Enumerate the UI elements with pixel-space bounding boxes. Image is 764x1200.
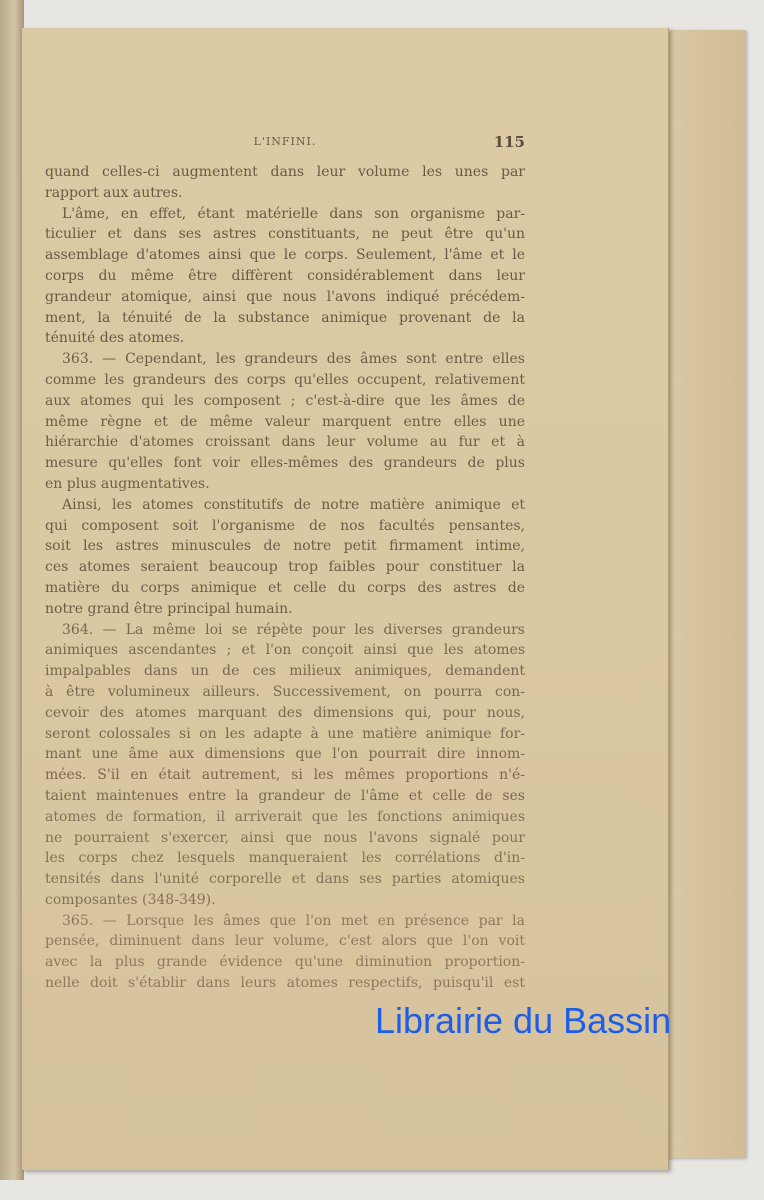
text-line: même règne et de même valeur marquent entre elles une [45, 413, 525, 430]
text-line: matière du corps animique et celle du corps des astres de [45, 579, 525, 596]
text-line: composantes (348-349). [45, 891, 216, 908]
text-line: Ainsi, les atomes constitutifs de notre matière animique et [62, 496, 525, 513]
text-line: rapport aux autres. [45, 184, 183, 201]
text-line: pensée, diminuent dans leur volume, c'est alors que l'on voit [45, 933, 525, 950]
text-line: hiérarchie d'atomes croissant dans leur volume au fur et à [45, 434, 525, 451]
text-line: les corps chez lesquels manqueraient les corrélations d'in- [45, 850, 525, 867]
text-line: corps du même être diffèrent considérablement dans leur [45, 267, 525, 284]
text-line: nelle doit s'établir dans leurs atomes respectifs, puisqu'il est [45, 975, 525, 992]
text-line: ment, la ténuité de la substance animique provenant de la [45, 309, 525, 326]
text-line: cevoir des atomes marquant des dimensions qui, pour nous, [45, 704, 525, 721]
running-title: L'INFINI. [253, 135, 317, 148]
body-text [45, 162, 525, 994]
text-line: avec la plus grande évidence qu'une diminution proportion- [45, 954, 525, 971]
text-line: tensités dans l'unité corporelle et dans ses parties atomiques [45, 871, 525, 888]
text-line: à être volumineux ailleurs. Successivement, on pourra con- [45, 683, 525, 700]
text-line: L'âme, en effet, étant matérielle dans son organisme par- [62, 205, 525, 222]
text-line: soit les astres minuscules de notre petit firmament intime, [45, 538, 525, 555]
text-line: impalpables dans un de ces milieux animiques, demandent [45, 663, 525, 680]
text-line: ticulier et dans ses astres constituants, ne peut être qu'un [45, 226, 525, 243]
adjacent-page-edge [0, 0, 24, 1180]
text-line: grandeur atomique, ainsi que nous l'avons indiqué précédem- [45, 288, 525, 305]
text-line: 365. — Lorsque les âmes que l'on met en présence par la [62, 912, 525, 929]
text-line: en plus augmentatives. [45, 475, 210, 492]
text-line: comme les grandeurs des corps qu'elles occupent, relativement [45, 371, 525, 388]
text-line: ces atomes seraient beaucoup trop faibles pour constituer la [45, 559, 525, 576]
page-number: 115 [493, 133, 525, 151]
watermark: Librairie du Bassin [375, 1000, 672, 1041]
text-line: aux atomes qui les composent ; c'est-à-dire que les âmes de [45, 392, 525, 409]
text-line: qui composent soit l'organisme de nos facultés pensantes, [45, 517, 525, 534]
text-line: mant une âme aux dimensions que l'on pourrait dire innom- [45, 746, 525, 763]
text-line: assemblage d'atomes ainsi que le corps. Seulement, l'âme et le [45, 247, 525, 264]
page-header [45, 133, 525, 151]
text-line: atomes de formation, il arriverait que les fonctions animiques [45, 808, 525, 825]
text-line: animiques ascendantes ; et l'on conçoit ainsi que les atomes [45, 642, 525, 659]
text-line: 363. — Cependant, les grandeurs des âmes sont entre elles [62, 351, 525, 368]
text-line: ténuité des atomes. [45, 330, 185, 347]
text-line: notre grand être principal humain. [45, 600, 293, 617]
text-line: mesure qu'elles font voir elles-mêmes des grandeurs de plus [45, 455, 525, 472]
text-line: taient maintenues entre la grandeur de l'âme et celle de ses [45, 787, 525, 804]
text-line: seront colossales si on les adapte à une matière animique for- [45, 725, 525, 742]
text-line: mées. S'il en était autrement, si les mêmes proportions n'é- [45, 767, 525, 784]
text-line: ne pourraient s'exercer, ainsi que nous l'avons signalé pour [45, 829, 525, 846]
text-line: 364. — La même loi se répète pour les diverses grandeurs [62, 621, 525, 638]
text-line: quand celles-ci augmentent dans leur volume les unes par [45, 164, 525, 180]
